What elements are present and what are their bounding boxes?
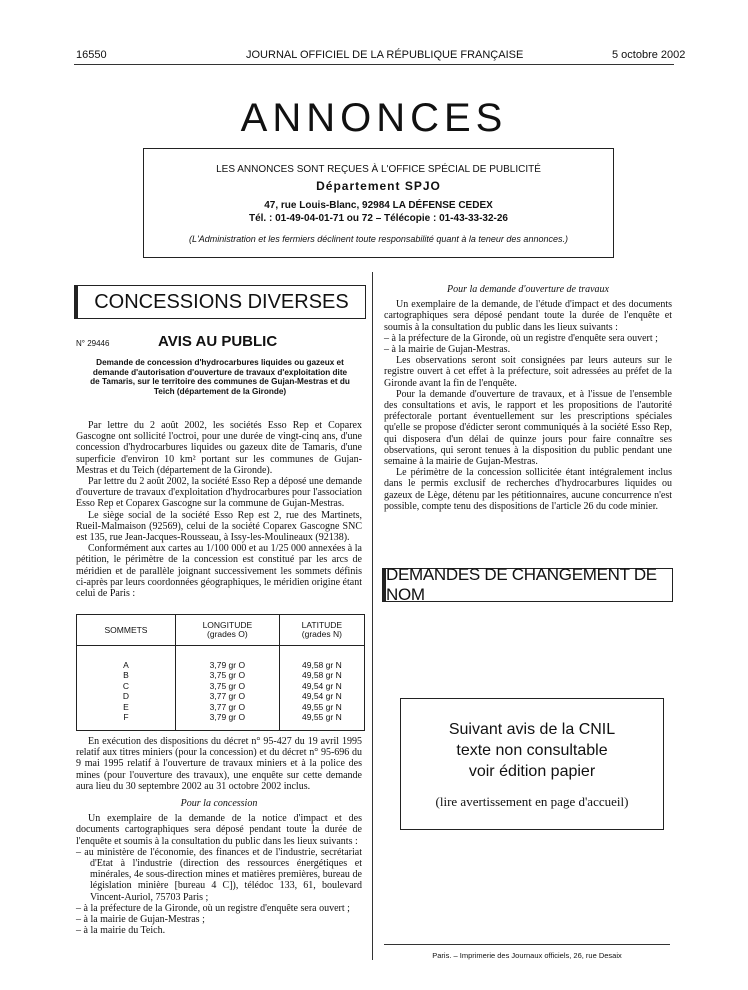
notice-address: 47, rue Louis-Blanc, 92984 LA DÉFENSE CEDEX [264,200,493,211]
sommets-table [76,614,365,731]
cnil-warning: (lire avertissement en page d'accueil) [435,794,629,809]
left-body-2 [76,736,362,936]
table-cell: F [123,712,129,722]
list-item: – à la mairie de Gujan-Mestras ; [76,914,205,926]
column-divider [372,272,373,960]
paragraph: Par lettre du 2 août 2002, les sociétés Esso Rep et Coparex Gascogne ont sollicité l'octroi, pour une durée de vingt-cinq ans, d'une concession d'hydrocarbures liquides ou gazeux dite de Tamaris, d'une superficie d'environ 10 km² portant sur les communes de Gujan-Mestras et du Teich (département de la Gironde). [76,420,362,476]
section-changement-de-nom [382,565,673,604]
latitude-cells [279,645,364,730]
table-cell: 49,55 gr N [302,712,342,722]
journal-title: JOURNAL OFFICIEL DE LA RÉPUBLIQUE FRANÇAISE [246,49,524,61]
table-cell: 49,55 gr N [302,701,342,712]
page-number: 16550 [76,49,107,61]
section-title: DEMANDES DE CHANGEMENT DE NOM [386,565,657,604]
publication-notice [143,148,614,258]
paragraph: Un exemplaire de la demande de la notice d'impact et des documents cartographiques sera déposé pendant toute la durée de l'enquête et soumis à la consultation du public dans les lieux suivants : [76,813,362,847]
paragraph: Par lettre du 2 août 2002, la société Esso Rep a déposé une demande d'ouverture de travaux d'exploitation d'hydrocarbures pour l'association Esso Rep et Coparex Gascogne sur la commune de Gujan-Mestras. [76,476,362,510]
cnil-line: texte non consultable [456,742,608,759]
travaux-places-list [384,333,672,355]
col-header-longitude [176,615,280,645]
avis-subtitle: Demande de concession d'hydrocarbures liquides ou gazeux et demande d'autorisation d'ouverture de travaux d'exploitation dite de Tamaris, sur le territoire des communes de Gujan-Mestras et du Teich (département de la Gironde) [90,358,350,396]
right-body [384,284,672,512]
paragraph: Un exemplaire de la demande, de l'étude d'impact et des documents cartographiques sera déposé pendant toute la durée de l'enquête et soumis à la consultation du public dans les lieux suivants : [384,299,672,333]
table-cell: 3,77 gr O [209,691,246,701]
section-concessions-diverses [74,285,366,319]
table-cell: B [123,670,129,680]
section-title: CONCESSIONS DIVERSES [94,290,349,313]
longitude-label: LONGITUDE [202,619,253,630]
header-rule [74,64,674,65]
table-cell: 49,54 gr N [302,691,342,701]
notice-disclaimer: (L'Administration et les fermiers déclinent toute responsabilité quant à la teneur des annonces.) [189,234,568,244]
latitude-label: LATITUDE [301,619,343,630]
latitude-unit: (grades N) [301,628,342,639]
footer-rule [384,944,670,945]
paragraph: Les observations seront soit consignées par leurs auteurs sur le registre ouvert à cet effet à la préfecture, soit adressées au préfet de la Gironde avant la fin de l'enquête. [384,355,672,389]
table-cell: 3,77 gr O [209,701,246,712]
paragraph: En exécution des dispositions du décret n° 95-427 du 19 avril 1995 relatif aux titres miniers (pour la concession) et du décret n° 95-696 du 9 mai 1995 relatif à l'ouverture de travaux miniers et à la police des mines (pour l'ouverture des travaux), une enquête sur cette demande aura lieu du 30 septembre 2002 au 31 octobre 2002 inclus. [76,736,362,792]
issue-date: 5 octobre 2002 [612,49,686,61]
sommets-cells [77,645,176,730]
printer-imprint: Paris. – Imprimerie des Journaux officiels, 26, rue Desaix [432,951,622,960]
table-cell: 49,58 gr N [302,659,342,670]
col-header-sommets: SOMMETS [77,615,176,645]
list-item: – à la mairie du Teich. [76,925,166,937]
table-cell: A [123,659,129,670]
table-cell: D [122,691,130,701]
cnil-notice [400,698,664,830]
list-item: – à la préfecture de la Gironde, où un registre d'enquête sera ouvert ; [76,902,350,914]
notice-number: N° 29446 [76,339,110,348]
table-cell: 49,58 gr N [302,670,342,680]
table-cell: C [122,680,130,691]
table-cell: 49,54 gr N [302,680,342,691]
paragraph: Conformément aux cartes au 1/100 000 et au 1/25 000 annexées à la pétition, le périmètre de la concession est constitué par les arcs de méridien et de parallèle joignant successivement les sommets définis ci-après par leurs coordonnées géographiques, le méridien origine étant celui de Paris : [76,543,362,600]
longitude-cells [176,645,280,730]
table-cell: 3,79 gr O [209,659,246,670]
notice-line: LES ANNONCES SONT REÇUES À L'OFFICE SPÉCIAL DE PUBLICITÉ [216,164,541,175]
cnil-line: voir édition papier [468,763,596,780]
col-header-latitude [279,615,364,645]
cnil-line: Suivant avis de la CNIL [448,721,616,738]
list-item: – à la mairie de Gujan-Mestras. [384,344,511,356]
table-cell: 3,75 gr O [209,670,246,680]
list-item: – au ministère de l'économie, des finances et de l'industrie, secrétariat d'Etat à l'industrie (direction des ressources énergétiques et minérales, 4e sous-direction mines et matières premières, bureau de législation minière [bureau 4 C]), télédoc 133, 61, boulevard Vincent-Auriol, 75703 Paris ; [76,846,362,903]
longitude-unit: (grades O) [207,628,248,639]
paragraph: Pour la demande d'ouverture de travaux, et à l'issue de l'ensemble des consultations et avis, le rapport et les propositions de l'autorité préfectorale portant éventuellement sur les prescriptions spéciales qu'elle se propose d'édicter seront communiqués à la société Esso Rep, qui disposera d'un délai de quinze jours pour faire connaître ses observations, qui seront tenues à la disposition du public pendant une semaine à la mairie de Gujan-Mestras. [384,388,672,468]
page-title: ANNONCES [240,96,508,140]
concession-places-list [76,847,362,937]
list-item: – à la préfecture de la Gironde, où un registre d'enquête sera ouvert ; [384,332,658,344]
notice-department: Département SPJO [316,179,441,193]
notice-phone: Tél. : 01-49-04-01-71 ou 72 – Télécopie : 01-43-33-32-26 [248,213,508,224]
travaux-heading: Pour la demande d'ouverture de travaux [446,284,609,295]
avis-title: AVIS AU PUBLIC [158,333,278,350]
paragraph: Le siège social de la société Esso Rep est 2, rue des Martinets, Rueil-Malmaison (92569), celui de la société Coparex Gascogne SNC est 135, rue Jean-Jacques-Rousseau, à Issy-les-Moulineaux (92138). [76,509,362,544]
table-cell: E [123,701,129,712]
table-cell: 3,79 gr O [209,712,246,722]
concession-heading: Pour la concession [180,798,258,810]
table-cell: 3,75 gr O [209,680,246,691]
left-body [76,420,362,599]
paragraph: Le périmètre de la concession sollicitée étant intégralement inclus dans le permis exclusif de recherches d'hydrocarbures liquides ou gazeux de Lège, détenu par les pétitionnaires, aucune concurrence n'est possible, compte tenu des dispositions de l'article 26 du code minier. [384,467,672,512]
